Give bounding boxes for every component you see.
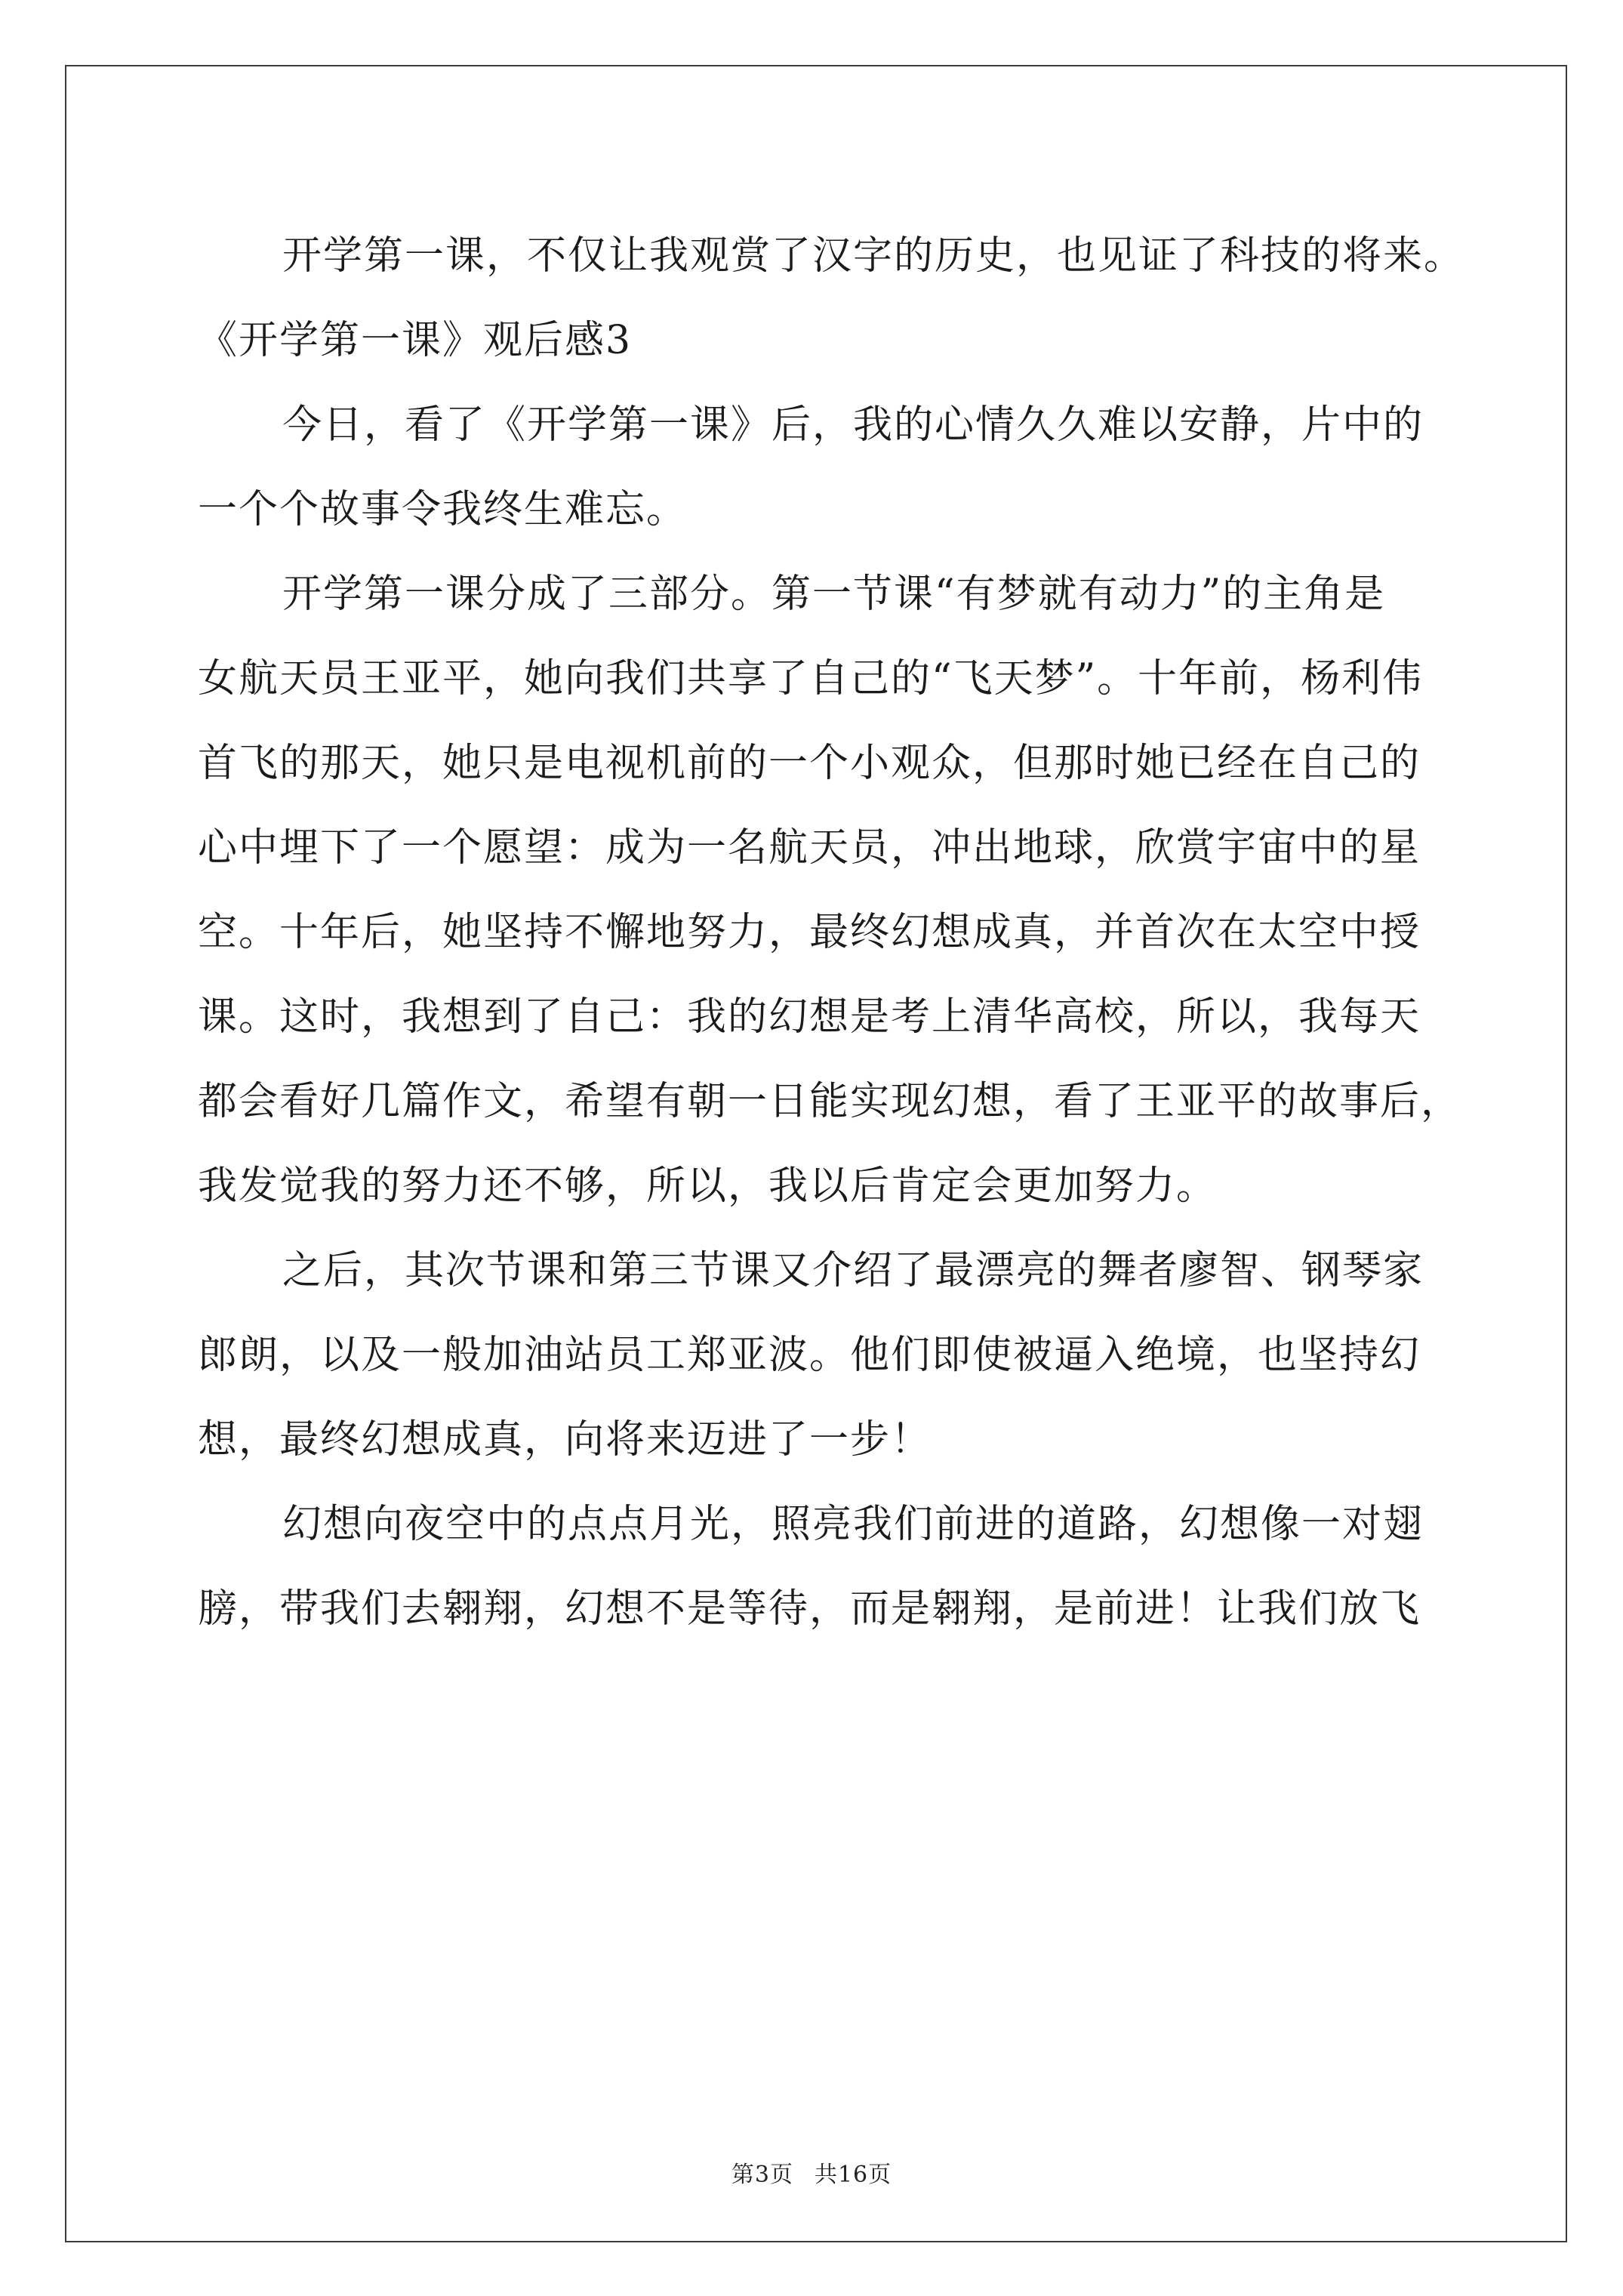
text-line: 我发觉我的努力还不够，所以，我以后肯定会更加努力。	[198, 1163, 1218, 1209]
text-line: 之后，其次节课和第三节课又介绍了最漂亮的舞者廖智、钢琴家	[282, 1248, 1424, 1293]
text-line: 都会看好几篇作文，希望有朝一日能实现幻想，看了王亚平的故事后，	[198, 1079, 1462, 1124]
text-line: 想，最终幻想成真，向将来迈进了一步！	[198, 1417, 932, 1462]
text-line: 今日，看了《开学第一课》后，我的心情久久难以安静，片中的	[282, 402, 1424, 448]
text-line: 首飞的那天，她只是电视机前的一个小观众，但那时她已经在自己的	[198, 741, 1421, 786]
text-line: 女航天员王亚平，她向我们共享了自己的“飞天梦”。十年前，杨利伟	[198, 656, 1424, 701]
text-line: 空。十年后，她坚持不懈地努力，最终幻想成真，并首次在太空中授	[198, 910, 1421, 955]
text-line: 郎朗，以及一般加油站员工郑亚波。他们即使被逼入绝境，也坚持幻	[198, 1333, 1421, 1378]
text-line: 开学第一课，不仅让我观赏了汉字的历史，也见证了科技的将来。	[282, 233, 1465, 279]
page-footer	[0, 2156, 1623, 2189]
page-total: 共16页	[814, 2162, 892, 2188]
text-line: 幻想向夜空中的点点月光，照亮我们前进的道路，幻想像一对翅	[282, 1502, 1424, 1547]
page-number: 第3页	[731, 2162, 793, 2188]
text-line: 一个个故事令我终生难忘。	[198, 487, 688, 532]
section-title: 《开学第一课》观后感3	[198, 318, 633, 363]
text-line: 课。这时，我想到了自己：我的幻想是考上清华高校，所以，我每天	[198, 994, 1421, 1040]
text-line: 开学第一课分成了三部分。第一节课“有梦就有动力”的主角是	[282, 572, 1386, 617]
text-line: 心中埋下了一个愿望：成为一名航天员，冲出地球，欣赏宇宙中的星	[198, 825, 1421, 871]
document-body	[198, 214, 1465, 1651]
text-line: 膀，带我们去翱翔，幻想不是等待，而是翱翔，是前进！让我们放飞	[198, 1586, 1421, 1632]
